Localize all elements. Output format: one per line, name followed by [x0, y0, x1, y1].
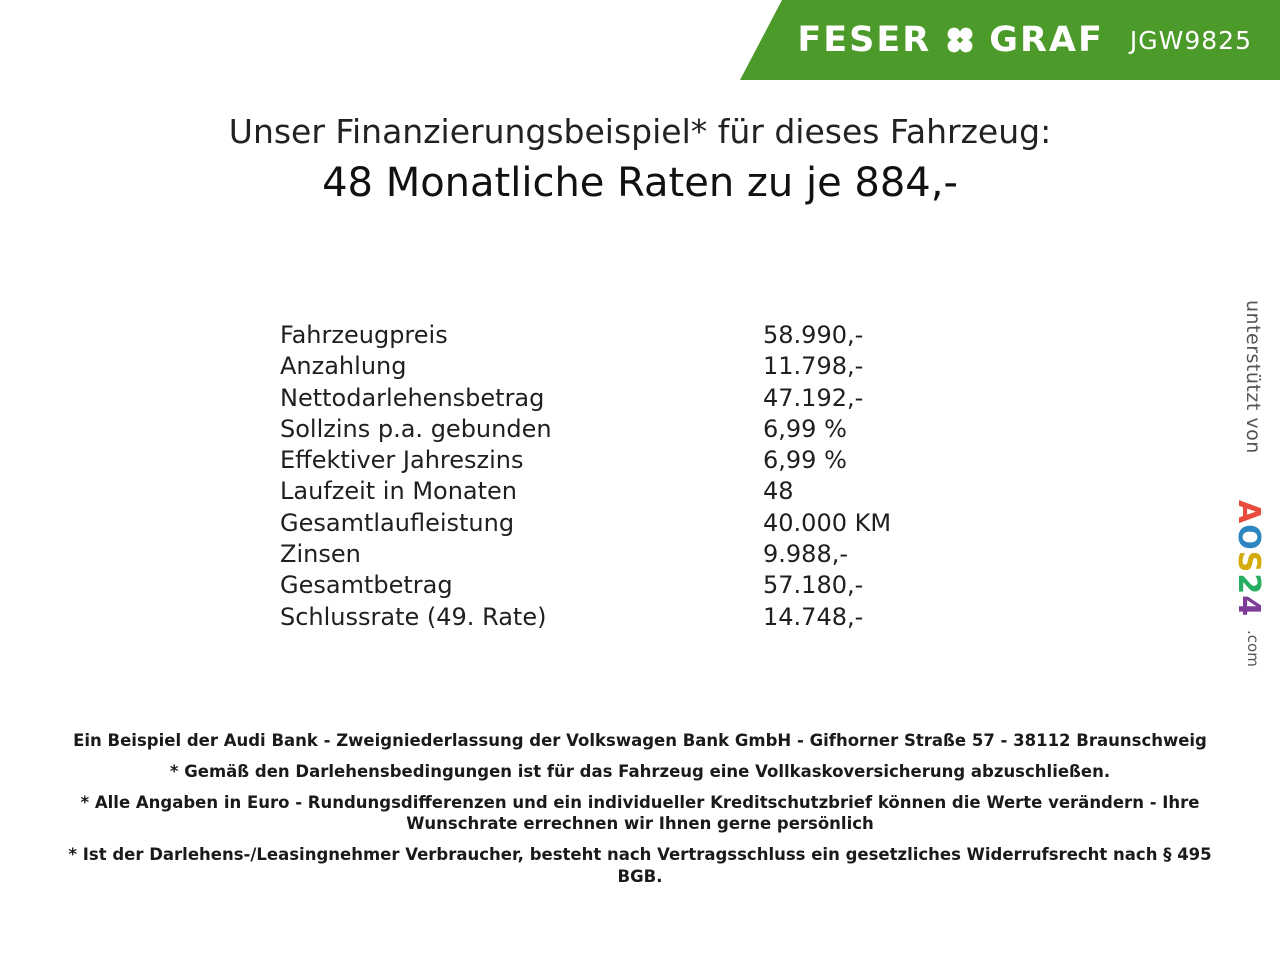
- row-value: 14.748,-: [763, 602, 864, 631]
- vehicle-id: JGW9825: [1129, 25, 1252, 55]
- page-subtitle: 48 Monatliche Raten zu je 884,-: [322, 159, 958, 206]
- row-value: 58.990,-: [763, 321, 864, 349]
- row-value: 6,99 %: [763, 414, 847, 443]
- row-label: Schlussrate (49. Rate): [280, 602, 547, 631]
- sponsor-letter: O: [1231, 524, 1266, 551]
- row-value: 57.180,-: [763, 571, 864, 600]
- row-label: Effektiver Jahreszins: [280, 446, 524, 475]
- row-value: 6,99 %: [763, 446, 847, 475]
- row-label: Nettodarlehensbetrag: [280, 383, 545, 412]
- footnote-insurance: * Gemäß den Darlehensbedingungen ist für das Fahrzeug eine Vollkaskoversicherung abzuschließen.: [169, 761, 1111, 781]
- footnote-bank: Ein Beispiel der Audi Bank - Zweigniederlassung der Volkswagen Bank GmbH - Gifhorner Straße 57 - 38112 Braunschweig: [73, 731, 1207, 750]
- table-row: [280, 320, 980, 351]
- row-value: 47.192,-: [763, 383, 864, 412]
- financing-table: [280, 320, 980, 633]
- row-value: 11.798,-: [763, 352, 864, 381]
- clover-icon: [943, 23, 977, 57]
- row-label: Fahrzeugpreis: [280, 321, 448, 349]
- row-label: Gesamtbetrag: [280, 571, 453, 600]
- row-value: 48: [763, 477, 794, 506]
- page-header: [0, 0, 1280, 80]
- brand-name-first: FESER: [797, 20, 932, 60]
- title-block: [0, 112, 1280, 208]
- brand-wrapper: [797, 0, 1280, 80]
- row-value: 9.988,-: [763, 540, 848, 569]
- table-row: [280, 383, 980, 414]
- table-row: [280, 476, 980, 507]
- sponsor-block: [1228, 300, 1272, 667]
- table-row: [280, 445, 980, 476]
- dealer-logo: [797, 20, 1104, 60]
- sponsor-letter: A: [1231, 500, 1266, 525]
- sponsor-logo: [1231, 500, 1266, 617]
- row-label: Anzahlung: [280, 352, 407, 381]
- row-label: Gesamtlaufleistung: [280, 508, 515, 537]
- table-row: [280, 508, 980, 539]
- page-title: Unser Finanzierungsbeispiel* für dieses Fahrzeug:: [228, 112, 1052, 151]
- table-row: [280, 570, 980, 601]
- sponsor-prefix: unterstützt von: [1242, 300, 1264, 454]
- sponsor-letter: S: [1231, 550, 1266, 574]
- table-row: [280, 414, 980, 445]
- table-row: [280, 602, 980, 633]
- row-value: 40.000 KM: [763, 508, 892, 537]
- sponsor-domain: .com: [1244, 630, 1262, 667]
- row-label: Laufzeit in Monaten: [280, 477, 518, 506]
- footnotes: [60, 730, 1220, 897]
- row-label: Zinsen: [280, 540, 361, 569]
- brand-name-second: GRAF: [989, 20, 1104, 60]
- footnote-withdrawal: * Ist der Darlehens-/Leasingnehmer Verbraucher, besteht nach Vertragsschluss ein gesetzliches Widerrufsrecht nach § 495 BGB.: [68, 845, 1212, 886]
- row-label: Sollzins p.a. gebunden: [280, 414, 552, 443]
- footnote-currency: * Alle Angaben in Euro - Rundungsdifferenzen und ein individueller Kreditschutzbrief können die Werte verändern - Ihre Wunschrate errechnen wir Ihnen gerne persönlich: [80, 792, 1200, 834]
- sponsor-letter: 2: [1231, 573, 1266, 596]
- table-row: [280, 539, 980, 570]
- sponsor-letter: 4: [1231, 595, 1266, 618]
- table-row: [280, 351, 980, 382]
